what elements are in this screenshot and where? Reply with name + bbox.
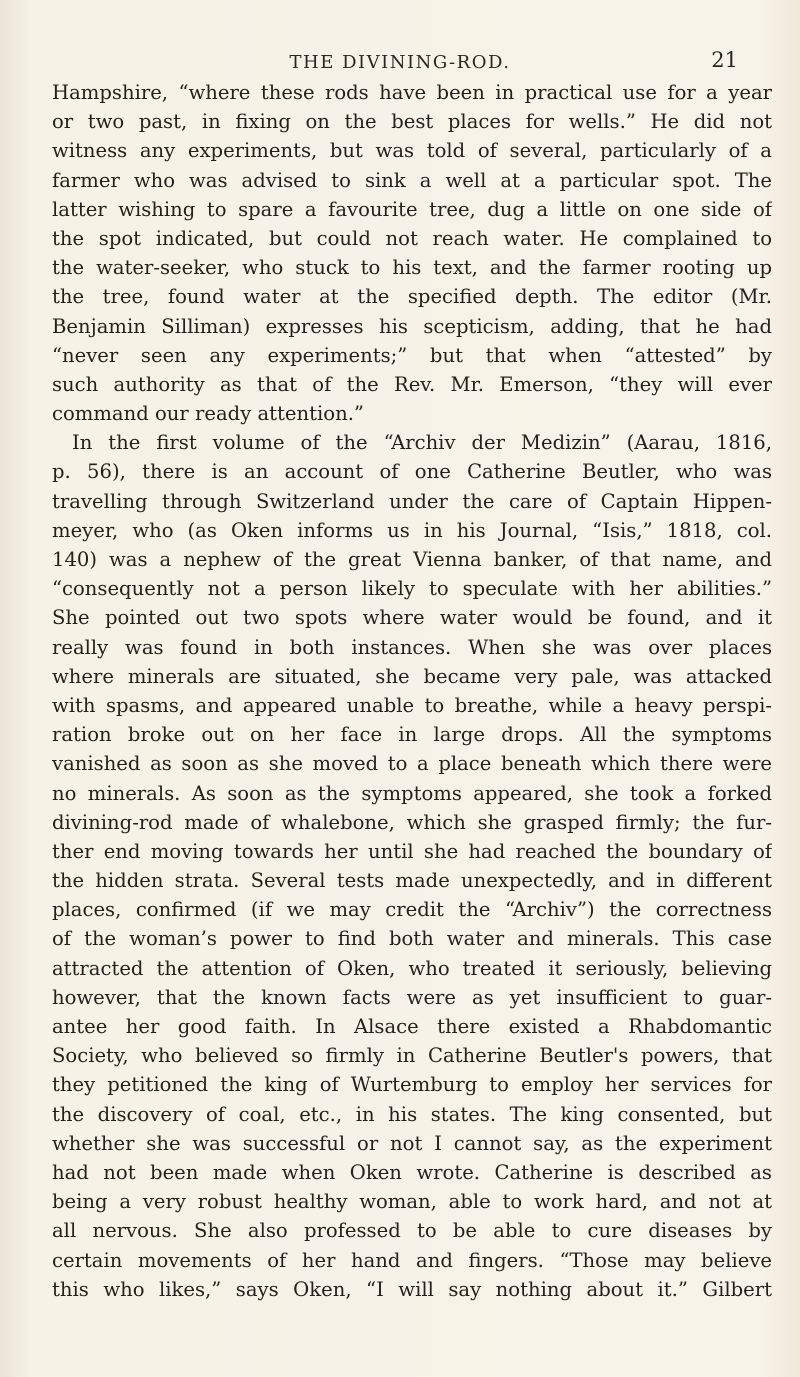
text-line: travelling through Switzerland under the care of Captain Hippen- [52, 489, 772, 513]
text-line: meyer, who (as Oken informs us in his Journal, “Isis,” 1818, col. [52, 518, 772, 542]
text-line: farmer who was advised to sink a well at a particular spot. The [52, 168, 772, 192]
text-line: Benjamin Silliman) expresses his scepticism, adding, that he had [52, 314, 772, 338]
text-line: p. 56), there is an account of one Catherine Beutler, who was [52, 460, 772, 484]
text-line: antee her good faith. In Alsace there existed a Rhabdomantic [52, 1015, 772, 1038]
text-line: “consequently not a person likely to speculate with her abilities.” [52, 577, 772, 601]
text-line: no minerals. As soon as the symptoms appeared, she took a forked [52, 781, 772, 805]
text-line: or two past, in fixing on the best places for wells.” He did not [52, 110, 772, 134]
text-line: with spasms, and appeared unable to breathe, while a heavy perspi- [52, 693, 772, 717]
text-line: She pointed out two spots where water would be found, and it [52, 606, 772, 630]
text-line: vanished as soon as she moved to a place beneath which there were [52, 752, 772, 776]
text-line: witness any experiments, but was told of several, particularly of a [52, 139, 772, 163]
text-line: latter wishing to spare a favourite tree, dug a little on one side of [52, 197, 772, 221]
text-line: the spot indicated, but could not reach water. He complained to [52, 226, 772, 250]
text-line: certain movements of her hand and fingers. “Those may believe [52, 1248, 772, 1272]
page-header [0, 48, 800, 78]
text-line: however, that the known facts were as yet insufficient to guar- [52, 985, 772, 1009]
page-number: 21 [711, 48, 738, 72]
text-line: the tree, found water at the specified depth. The editor (Mr. [52, 285, 772, 309]
text-line: whether she was successful or not I cannot say, as the experiment [52, 1131, 772, 1155]
text-line: attracted the attention of Oken, who treated it seriously, believing [52, 956, 772, 980]
text-line: In the first volume of the “Archiv der Medizin” (Aarau, 1816, [72, 431, 772, 455]
text-line: “never seen any experiments;” but that when “attested” by [52, 343, 772, 367]
text-line: divining-rod made of whalebone, which she grasped firmly; the fur- [52, 810, 772, 834]
text-line: all nervous. She also professed to be able to cure diseases by [52, 1219, 772, 1243]
text-line: of the woman’s power to find both water and minerals. This case [52, 927, 772, 951]
text-line: where minerals are situated, she became very pale, was attacked [52, 664, 772, 688]
text-line: the water-seeker, who stuck to his text, and the farmer rooting up [52, 256, 772, 280]
text-line: ther end moving towards her until she had reached the boundary of [52, 839, 772, 863]
text-line: really was found in both instances. When she was over places [52, 635, 772, 659]
running-head: THE DIVINING-ROD. [289, 52, 511, 73]
text-line: 140) was a nephew of the great Vienna banker, of that name, and [52, 548, 772, 571]
text-line: Hampshire, “where these rods have been in practical use for a year [52, 81, 772, 104]
text-line: ration broke out on her face in large drops. All the symptoms [52, 723, 772, 747]
text-line: being a very robust healthy woman, able to work hard, and not at [52, 1190, 772, 1214]
text-line: had not been made when Oken wrote. Catherine is described as [52, 1160, 772, 1184]
text-line: command our ready attention.” [52, 402, 364, 426]
text-line: the hidden strata. Several tests made unexpectedly, and in different [52, 869, 772, 893]
text-line: the discovery of coal, etc., in his states. The king consented, but [52, 1102, 772, 1126]
text-line: they petitioned the king of Wurtemburg to employ her services for [52, 1073, 772, 1097]
text-line: places, confirmed (if we may credit the “Archiv”) the correctness [52, 898, 772, 922]
text-line: such authority as that of the Rev. Mr. Emerson, “they will ever [52, 372, 772, 396]
text-line: Society, who believed so firmly in Catherine Beutler's powers, that [52, 1044, 772, 1068]
text-line: this who likes,” says Oken, “I will say nothing about it.” Gilbert [52, 1277, 772, 1301]
body-text [52, 78, 772, 1304]
